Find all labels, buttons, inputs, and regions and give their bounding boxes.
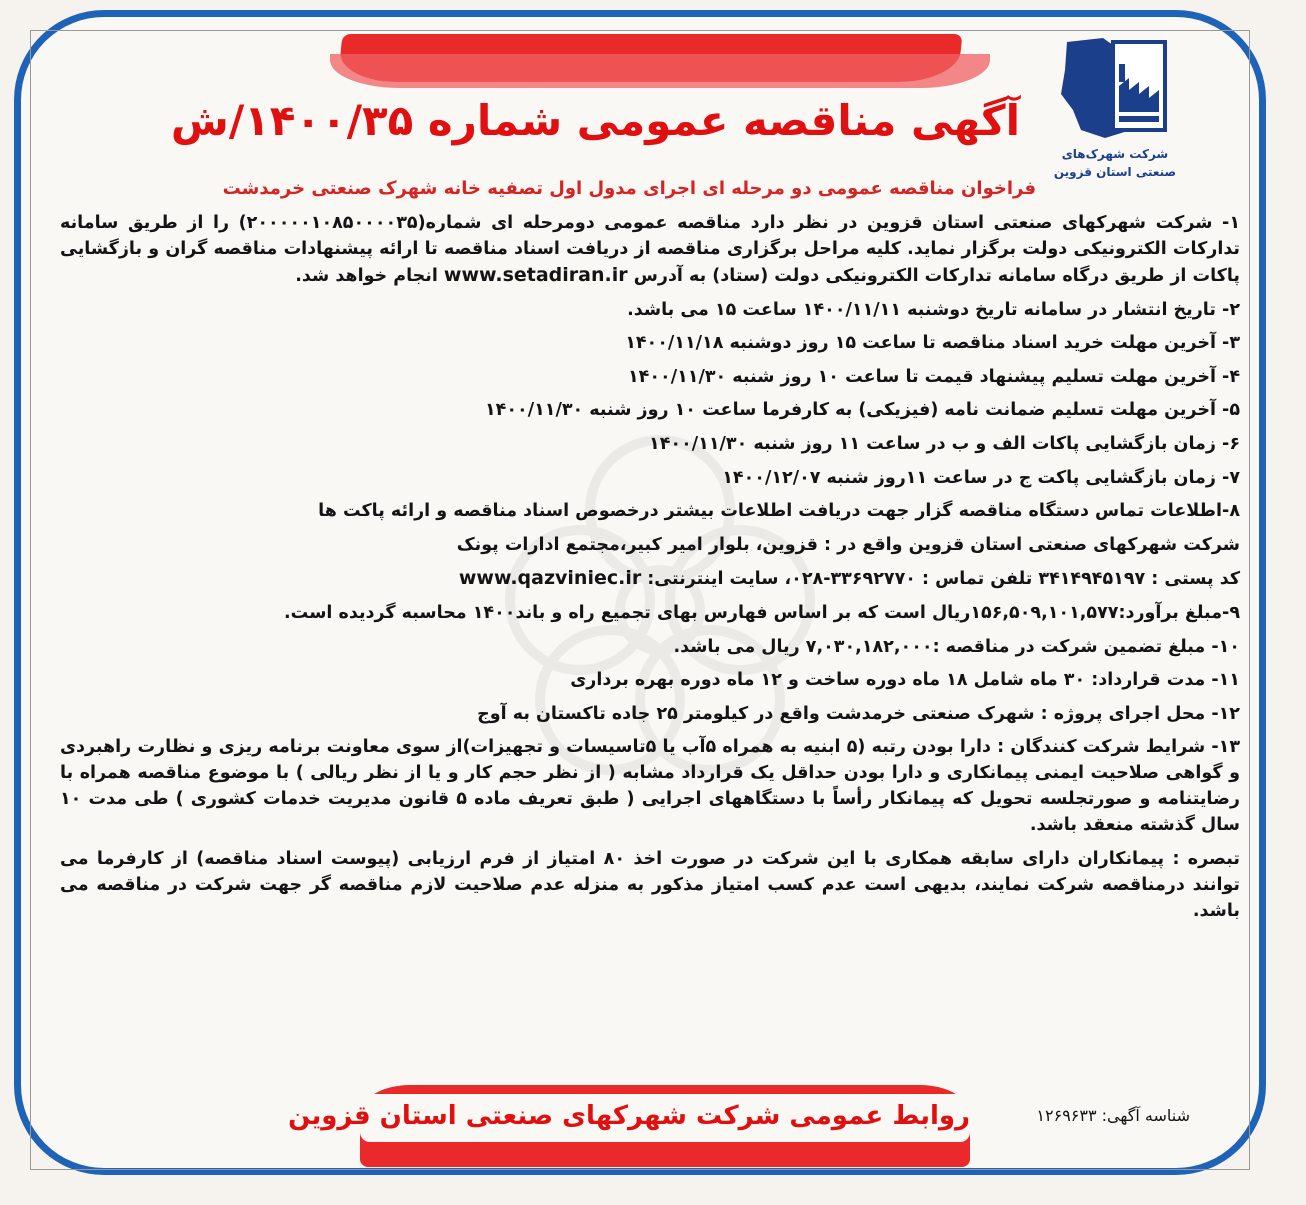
- item-10: ۱۰- مبلغ تضمین شرکت در مناقصه :۷,۰۳۰,۱۸۲,۰۰۰ ریال می باشد.: [673, 636, 1240, 657]
- footer-title: روابط عمومی شرکت شهرکهای صنعتی استان قزوین: [360, 1094, 970, 1142]
- notice-id: [250, 1106, 1190, 1136]
- item-1-text: ۱- شرکت شهرکهای صنعتی استان قزوین در نظر دارد مناقصه عمومی دومرحله ای شماره(۲۰۰۰۰۰۱۰۸۵۰۰۰۰۳۵) را از طریق سامانه تدارکات الکترونیکی دولت برگزار نماید. کلیه مراحل برگزاری مناقصه از دریافت اسناد مناقصه تا ارائه پیشنهادات مناقصه گران و بازگشایی پاکات از طریق درگاه سامانه تدارکات الکترونیکی دولت (ستاد) به آدرس: [60, 213, 1240, 286]
- logo-line-2: صنعتی استان قزوین: [1053, 165, 1177, 179]
- item-1-text-end: انجام خواهد شد.: [295, 266, 438, 286]
- contact-address: شرکت شهرکهای صنعتی استان قزوین واقع در : قزوین، بلوار امیر کبیر،مجتمع ادارات پونک: [456, 534, 1240, 555]
- company-logo: [1040, 34, 1190, 184]
- note: تبصره : پیمانکاران دارای سابقه همکاری با این شرکت در صورت اخذ ۸۰ امتیاز از فرم ارزیابی (پیوست اسناد مناقصه) از کارفرما می توانند درمناقصه شرکت نمایند، بدیهی است عدم کسب امتیاز مذکور به منزله عدم صلاحیت لازم مناقصه گر جهت شرکت در مناقصه می باشد.: [60, 848, 1240, 921]
- setadiran-link[interactable]: www.setadiran.ir: [443, 264, 628, 286]
- contact-details: [60, 565, 1240, 592]
- item-6: ۶- زمان بازگشایی پاکات الف و ب در ساعت ۱۱ روز شنبه ۱۴۰۰/۱۱/۳۰: [649, 433, 1240, 454]
- item-13: ۱۳- شرایط شرکت کنندگان : دارا بودن رتبه (۵ ابنیه به همراه ۵آب یا ۵تاسیسات و تجهیزات)از سوی معاونت برنامه ریزی و نظارت راهبردی و گواهی صلاحیت ایمنی پیمانکاری و دارا بودن حداقل یک قرارداد مشابه ( از نظر حجم کار و یا از نظر ریالی ) با موضوع مناقصه همراه با رضایتنامه و صورتجلسه تحویل که پیمانکار رأساً با دستگاههای اجرایی ( طبق تعریف ماده ۵ قانون مدیریت خدمات کشوری ) طی مدت ۱۰ سال گذشته منعقد باشد.: [60, 737, 1241, 836]
- title-banner-shadow: [330, 54, 990, 88]
- notice-title: آگهی مناقصه عمومی شماره ۱۴۰۰/۳۵/ش: [170, 96, 1020, 145]
- item-9: ۹-مبلغ برآورد:۱۵۶,۵۰۹,۱۰۱,۵۷۷ریال است که بر اساس فهارس بهای تجمیع راه و باند۱۴۰۰ محاسبه گردیده است.: [284, 602, 1240, 623]
- item-7: ۷- زمان بازگشایی پاکت ج در ساعت ۱۱روز شنبه ۱۴۰۰/۱۲/۰۷: [722, 467, 1240, 488]
- item-1: [60, 210, 1240, 289]
- contact-postal-phone: کد پستی : ۳۴۱۴۹۴۵۱۹۷ تلفن تماس : ۳۳۶۹۲۷۷۰-۰۲۸، سایت اینترنتی:: [647, 569, 1240, 590]
- title-area: [170, 88, 1020, 158]
- item-4: ۴- آخرین مهلت تسلیم پیشنهاد قیمت تا ساعت ۱۰ روز شنبه ۱۴۰۰/۱۱/۳۰: [627, 366, 1240, 387]
- item-2: ۲- تاریخ انتشار در سامانه تاریخ دوشنبه ۱۴۰۰/۱۱/۱۱ ساعت ۱۵ می باشد.: [627, 299, 1240, 320]
- item-11: ۱۱- مدت قرارداد: ۳۰ ماه شامل ۱۸ ماه دوره ساخت و ۱۲ ماه دوره بهره برداری: [570, 670, 1240, 691]
- factory-map-icon: [1055, 34, 1175, 144]
- notice-id-label: شناسه آگهی:: [1101, 1106, 1190, 1125]
- logo-line-1: شرکت شهرک‌های: [1061, 147, 1169, 161]
- notice-body: [60, 210, 1240, 932]
- notice-subtitle: فراخوان مناقصه عمومی دو مرحله ای اجرای مدول اول تصفیه خانه شهرک صنعتی خرمدشت: [222, 178, 1036, 199]
- item-5: ۵- آخرین مهلت تسلیم ضمانت نامه (فیزیکی) به کارفرما ساعت ۱۰ روز شنبه ۱۴۰۰/۱۱/۳۰: [484, 400, 1240, 421]
- item-8: ۸-اطلاعات تماس دستگاه مناقصه گزار جهت دریافت اطلاعات بیشتر درخصوص اسناد مناقصه و ارائه پاکت ها: [318, 501, 1240, 522]
- item-3: ۳- آخرین مهلت خرید اسناد مناقصه تا ساعت ۱۵ روز دوشنبه ۱۴۰۰/۱۱/۱۸: [625, 333, 1240, 354]
- item-12: ۱۲- محل اجرای پروژه : شهرک صنعتی خرمدشت واقع در کیلومتر ۲۵ جاده تاکستان به آوج: [477, 703, 1240, 724]
- notice-id-value: ۱۲۶۹۶۳۳: [1036, 1106, 1097, 1125]
- qazviniec-link[interactable]: www.qazviniec.ir: [458, 567, 642, 590]
